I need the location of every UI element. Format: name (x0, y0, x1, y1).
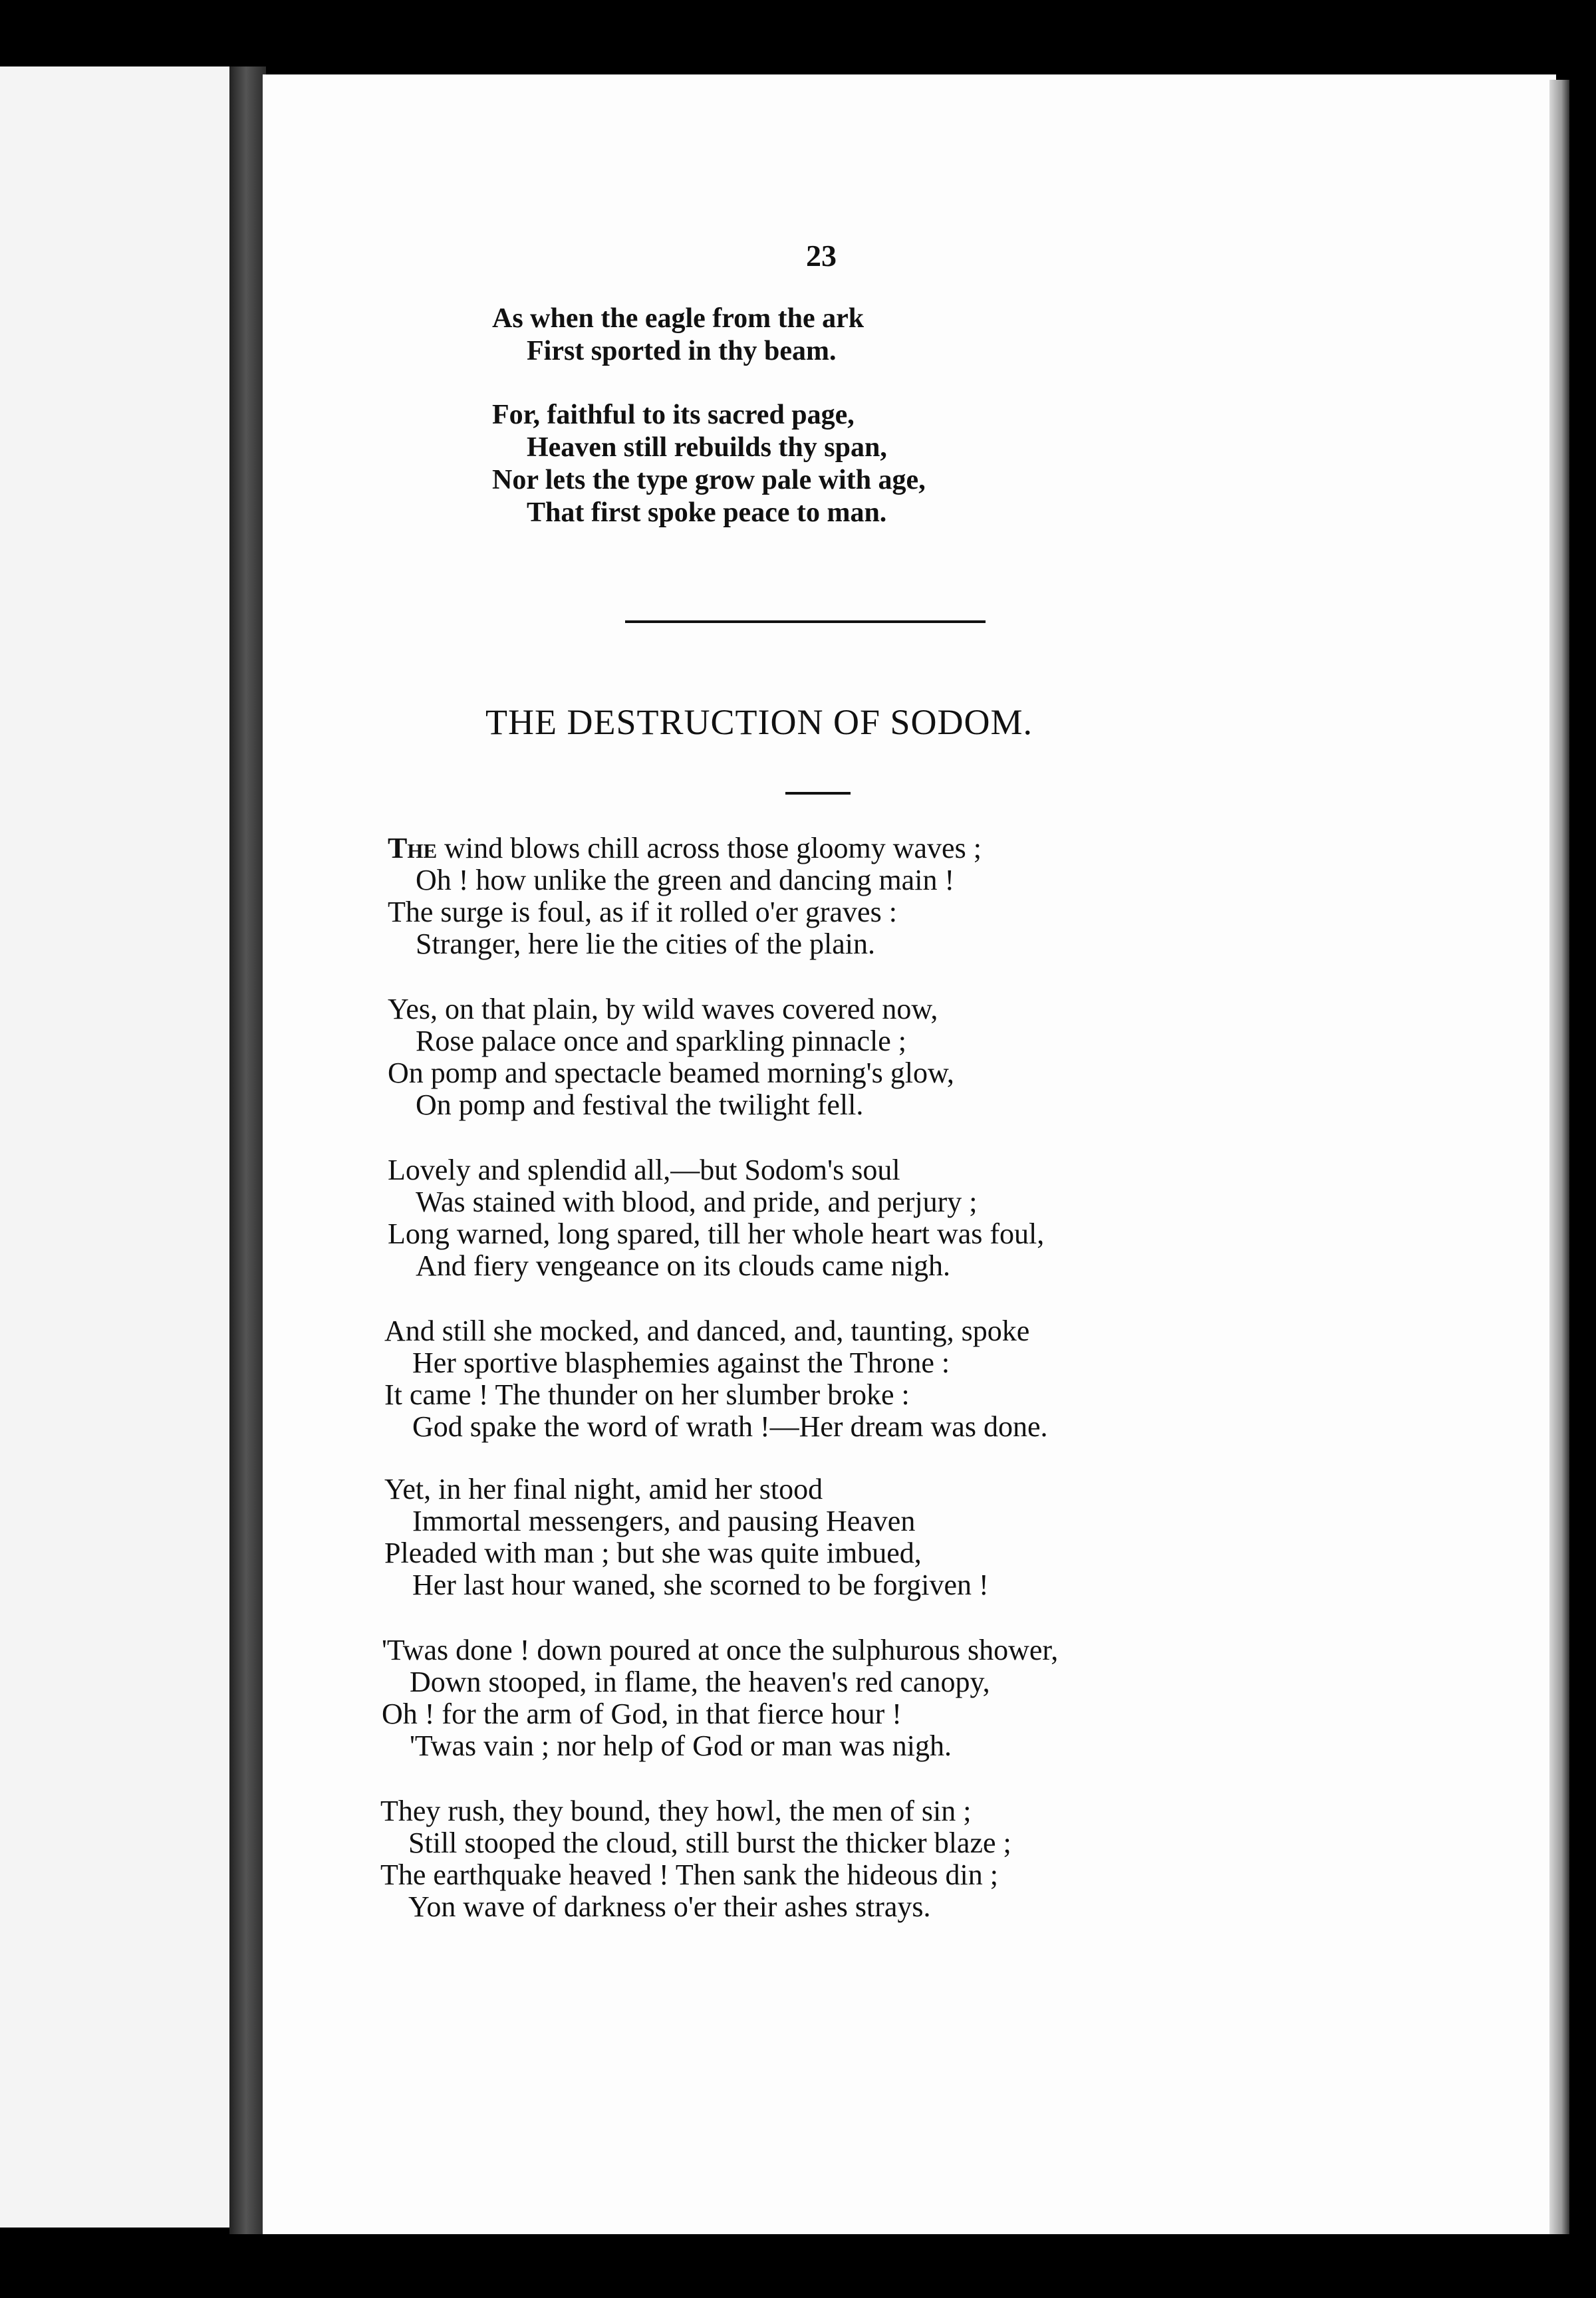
verse-line: 'Twas done ! down poured at once the sulphurous shower, (382, 1634, 1059, 1666)
verse-line: Her last hour waned, she scorned to be forgiven ! (412, 1569, 989, 1601)
verse-line: On pomp and festival the twilight fell. (416, 1088, 864, 1121)
scan-bottom-border (0, 2234, 1596, 2298)
poem-stanza-3 (388, 1154, 1044, 1282)
verse-line: God spake the word of wrath !—Her dream was done. (412, 1410, 1048, 1443)
verse-line: Her sportive blasphemies against the Throne : (412, 1346, 950, 1379)
verse-line: Lovely and splendid all,—but Sodom's soul (388, 1154, 900, 1186)
verse-line: On pomp and spectacle beamed morning's glow, (388, 1057, 954, 1089)
poem-stanza-6 (382, 1634, 1058, 1762)
verse-line-first (388, 832, 982, 864)
verse-line: First sported in thy beam. (527, 336, 837, 366)
verse-line: Stranger, here lie the cities of the plain. (416, 928, 875, 960)
page-number: 23 (806, 239, 837, 273)
verse-line: That first spoke peace to man. (527, 497, 887, 528)
verse-line: Oh ! for the arm of God, in that fierce hour ! (382, 1698, 902, 1730)
poem-stanza-4 (384, 1315, 1047, 1443)
first-line-rest: wind blows chill across those gloomy waves ; (437, 832, 982, 864)
poem-stanza-1 (388, 832, 982, 960)
section-divider (625, 620, 986, 623)
verse-line: The earthquake heaved ! Then sank the hideous din ; (380, 1858, 998, 1891)
previous-poem-stanza-1 (492, 303, 864, 368)
verse-line: Yon wave of darkness o'er their ashes strays. (408, 1890, 931, 1923)
poem-stanza-7 (380, 1795, 1011, 1923)
poem-stanza-5 (384, 1473, 989, 1601)
title-underline (785, 792, 851, 795)
verse-line: The surge is foul, as if it rolled o'er graves : (388, 896, 897, 928)
verse-line: Immortal messengers, and pausing Heaven (412, 1505, 916, 1537)
previous-poem-stanza-2 (492, 399, 926, 529)
drop-word: The (388, 832, 438, 864)
verse-line: Yet, in her final night, amid her stood (384, 1473, 823, 1505)
verse-line: 'Twas vain ; nor help of God or man was nigh. (410, 1729, 952, 1762)
facing-page-edge (0, 66, 239, 2228)
verse-line: Oh ! how unlike the green and dancing main ! (416, 864, 955, 896)
book-gutter (229, 66, 266, 2261)
verse-line: It came ! The thunder on her slumber broke : (384, 1378, 910, 1411)
verse-line: Heaven still rebuilds thy span, (527, 432, 887, 463)
verse-line: Yes, on that plain, by wild waves covered now, (388, 993, 938, 1025)
verse-line: Nor lets the type grow pale with age, (492, 465, 926, 495)
verse-line: As when the eagle from the ark (492, 303, 864, 334)
verse-line: Long warned, long spared, till her whole heart was foul, (388, 1217, 1045, 1250)
verse-line: Still stooped the cloud, still burst the thicker blaze ; (408, 1827, 1011, 1859)
verse-line: Rose palace once and sparkling pinnacle ; (416, 1025, 906, 1057)
page-stack-edge (1549, 80, 1569, 2254)
verse-line: And still she mocked, and danced, and, taunting, spoke (384, 1315, 1030, 1347)
verse-line: Was stained with blood, and pride, and perjury ; (416, 1186, 978, 1218)
poem-title: THE DESTRUCTION OF SODOM. (485, 702, 1033, 742)
verse-line: And fiery vengeance on its clouds came nigh. (416, 1249, 950, 1282)
verse-line: Down stooped, in flame, the heaven's red canopy, (410, 1666, 990, 1698)
poem-stanza-2 (388, 993, 954, 1121)
verse-line: Pleaded with man ; but she was quite imbued, (384, 1537, 922, 1569)
verse-line: For, faithful to its sacred page, (492, 400, 855, 430)
verse-line: They rush, they bound, they howl, the men of sin ; (380, 1795, 972, 1827)
